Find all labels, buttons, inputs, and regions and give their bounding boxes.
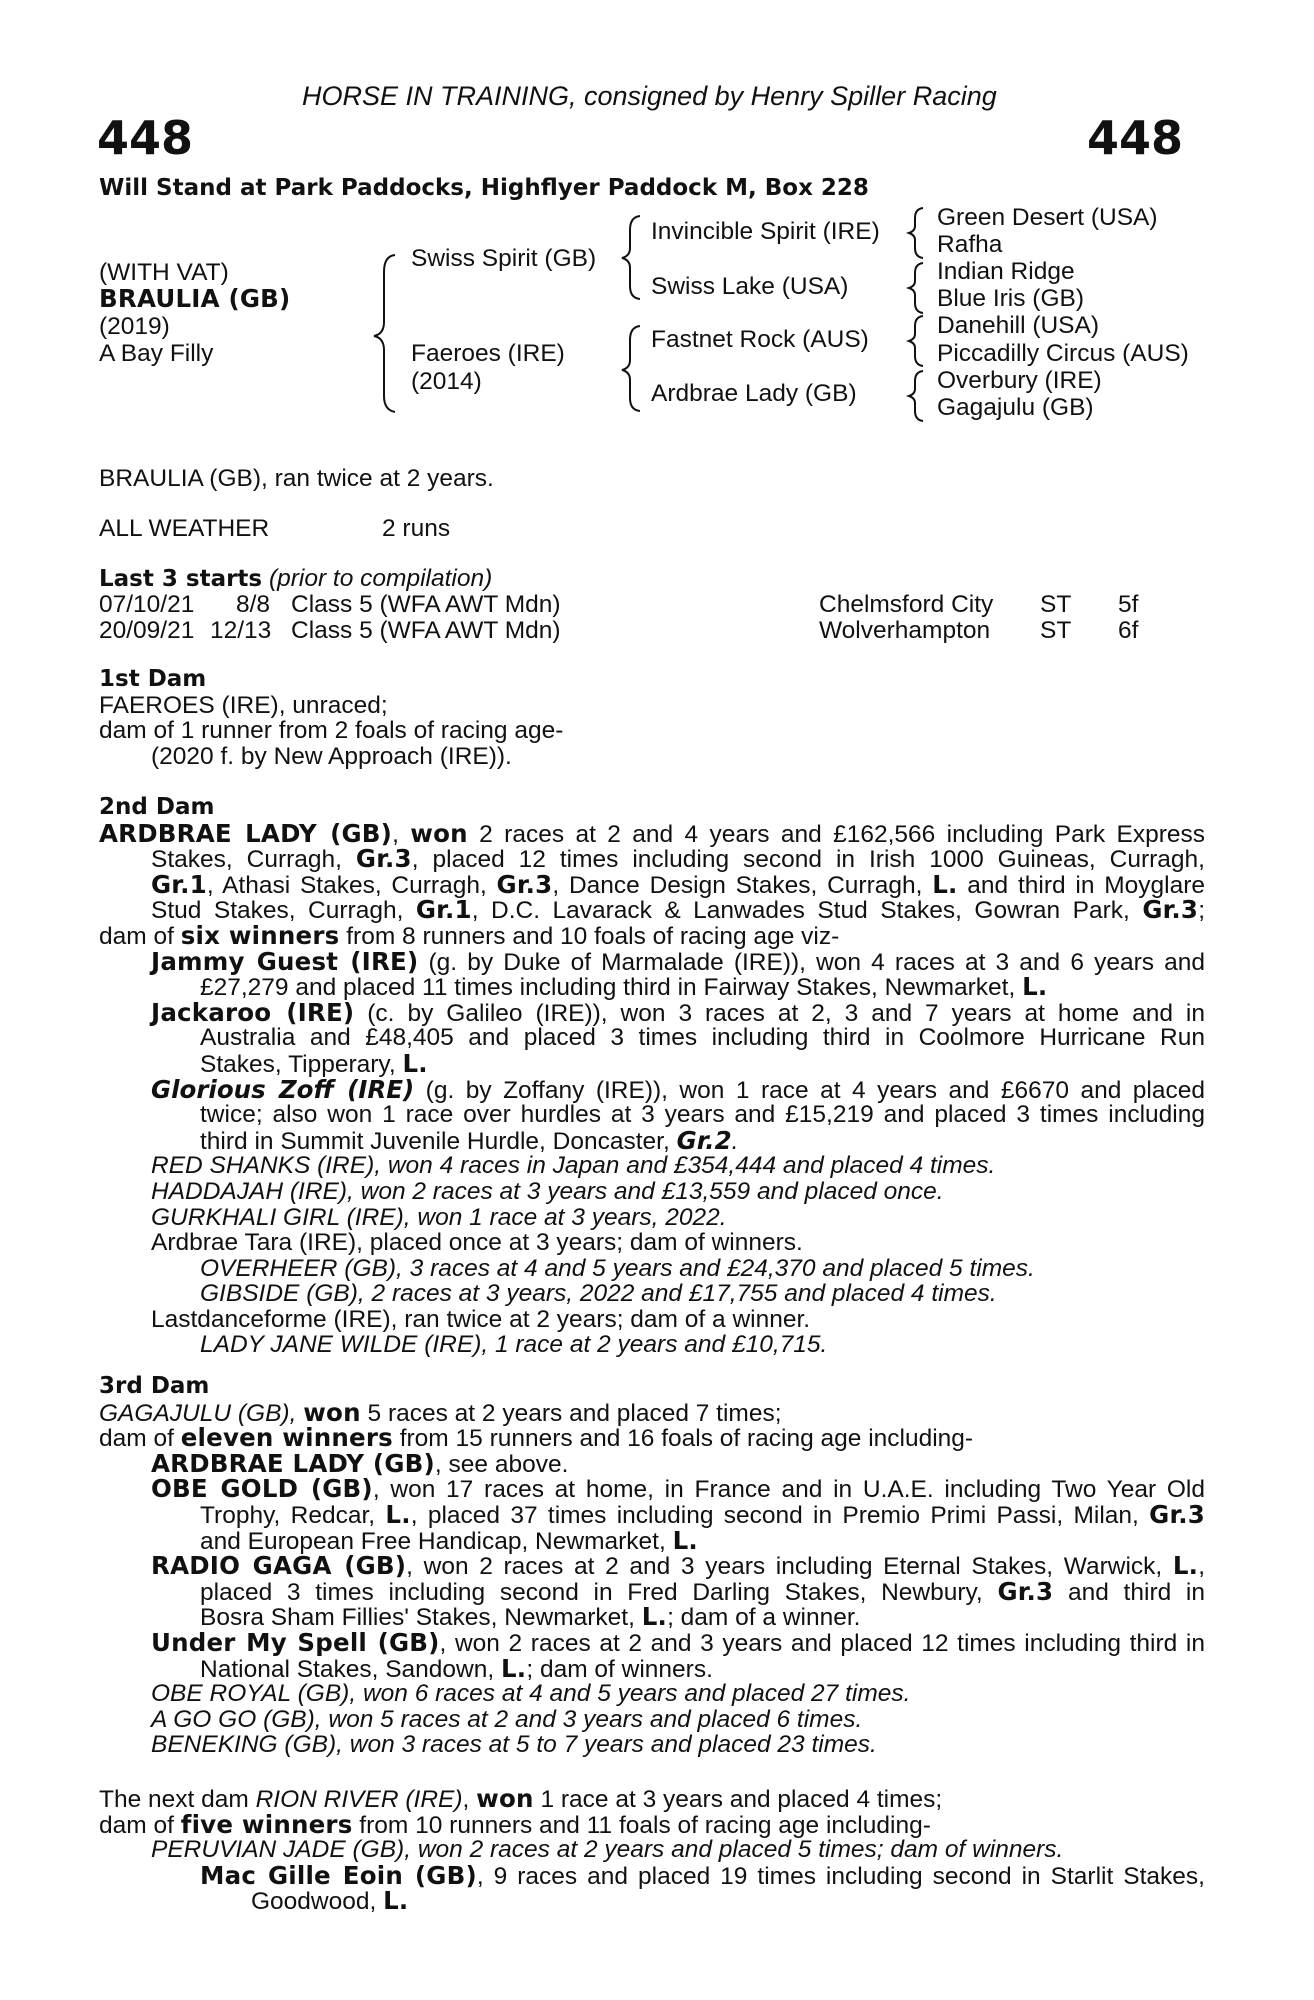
text: from 10 runners and 11 foals of racing age including- — [352, 1811, 931, 1839]
surface-runs: 2 runs — [382, 515, 451, 542]
text: from 15 runners and 16 foals of racing age including- — [392, 1425, 974, 1453]
second-dam-line — [99, 869, 1205, 899]
produce-line: GURKHALI GIRL (IRE), won 1 race at 3 years, 2022. — [151, 1203, 727, 1231]
produce-line — [99, 1576, 1205, 1606]
text: National Stakes, Sandown, — [200, 1655, 501, 1683]
start-going: ST — [1040, 591, 1072, 618]
produce-name: Jammy Guest (IRE) — [151, 946, 419, 976]
pedigree-sire: Swiss Spirit (GB) — [411, 245, 597, 272]
won-label: won — [410, 818, 468, 848]
text: (g. by Zoffany (IRE)), won 1 race at 4 years and £6670 and placed — [414, 1076, 1205, 1104]
produce-line — [99, 1888, 1205, 1914]
listed: L. — [672, 1525, 698, 1555]
produce-line: OBE ROYAL (GB), won 6 races at 4 and 5 years and placed 27 times. — [151, 1680, 911, 1708]
start-race: Class 5 (WFA AWT Mdn) — [291, 591, 561, 618]
pedigree-dam-dam: Ardbrae Lady (GB) — [651, 380, 857, 407]
text: , won 2 races at 2 and 3 years including Eternal Stakes, Warwick, — [406, 1553, 1173, 1581]
text: The next dam — [99, 1786, 256, 1813]
text: , Athasi Stakes, Curragh, — [206, 871, 497, 899]
text: and European Free Handicap, Newmarket, — [200, 1527, 673, 1555]
last-starts-heading — [99, 566, 492, 593]
text: 5 races at 2 years and placed 7 times; — [360, 1399, 782, 1427]
grade: Gr.3 — [1149, 1499, 1205, 1529]
text: , Dance Design Stakes, Curragh, — [552, 871, 933, 899]
second-dam-line — [99, 920, 1205, 950]
text: Trophy, Redcar, — [200, 1501, 386, 1529]
next-dam-line — [99, 1786, 1205, 1812]
produce-line: Lastdanceforme (IRE), ran twice at 2 years; dam of a winner. — [151, 1305, 811, 1333]
listed: L. — [1172, 1551, 1199, 1581]
start-distance: 6f — [1118, 617, 1139, 644]
race-summary: BRAULIA (GB), ran twice at 2 years. — [99, 465, 494, 492]
lot-number-left: 448 — [97, 111, 194, 165]
produce-line — [99, 1476, 1205, 1502]
next-dam-line — [99, 1809, 1205, 1839]
text: 1 race at 3 years and placed 4 times; — [533, 1786, 943, 1813]
text: from 8 runners and 10 foals of racing age viz- — [339, 922, 840, 950]
start-distance: 5f — [1118, 591, 1139, 618]
dam-name: GAGAJULU (GB), — [99, 1399, 304, 1427]
produce-line — [99, 1860, 1205, 1890]
text: , won 17 races at home, in France and in U.A.E. including Two Year Old — [372, 1476, 1205, 1504]
pedigree-sire-dam: Swiss Lake (USA) — [651, 273, 849, 300]
listed: L. — [402, 1048, 428, 1078]
last-starts-title: Last 3 starts — [99, 566, 263, 592]
text: , — [1198, 1553, 1205, 1581]
won-label: won — [476, 1784, 534, 1813]
text: Bosra Sham Fillies' Stakes, Newmarket, — [200, 1604, 642, 1632]
text: , — [462, 1786, 477, 1813]
produce-line — [99, 1448, 1205, 1478]
produce-line — [99, 1604, 1205, 1630]
text: , placed 12 times including second in Irish 1000 Guineas, Curragh, — [411, 846, 1205, 874]
start-date: 07/10/21 — [99, 591, 195, 618]
produce-name: Under My Spell (GB) — [151, 1627, 440, 1657]
winners-count: six winners — [180, 920, 340, 950]
produce-line — [99, 946, 1205, 976]
start-course: Chelmsford City — [819, 591, 994, 618]
second-dam-line — [99, 846, 1205, 872]
pedigree-sdd: Blue Iris (GB) — [937, 285, 1085, 312]
text: Australia and £48,405 and placed 3 times including third in Coolmore Hurricane Run — [200, 1024, 1205, 1052]
start-position: 12/13 — [210, 617, 272, 644]
dam-name: RION RIVER (IRE) — [255, 1786, 463, 1813]
winners-count: five winners — [180, 1809, 353, 1839]
text: and third in Moyglare — [957, 871, 1205, 899]
pedigree-dam: Faeroes (IRE) — [411, 340, 565, 367]
text: Stakes, Tipperary, — [200, 1050, 403, 1078]
third-dam-title: 3rd Dam — [99, 1373, 210, 1399]
won-label: won — [303, 1397, 361, 1427]
text: dam of — [99, 1425, 181, 1453]
text: dam of — [99, 922, 181, 950]
first-dam-section — [99, 667, 1205, 769]
pedigree-dss: Danehill (USA) — [937, 312, 1100, 339]
pedigree-dam-year: (2014) — [411, 368, 482, 395]
text: dam of — [99, 1811, 181, 1839]
grade: Gr.1 — [415, 895, 472, 925]
text: , placed 37 times including second in Premio Primi Passi, Milan, — [410, 1501, 1150, 1529]
lot-number-right: 448 — [1087, 111, 1184, 165]
third-dam-line — [99, 1397, 1205, 1427]
winners-count: eleven winners — [180, 1423, 393, 1453]
foaling-year: (2019) — [99, 313, 170, 340]
produce-line: RED SHANKS (IRE), won 4 races in Japan and £354,444 and placed 4 times. — [151, 1152, 996, 1180]
produce-name: Jackaroo (IRE) — [151, 997, 355, 1027]
pedigree-sss: Green Desert (USA) — [937, 204, 1158, 231]
produce-line — [99, 1525, 1205, 1555]
listed: L. — [641, 1602, 668, 1632]
produce-name: OBE GOLD (GB) — [151, 1474, 373, 1504]
text: Stud Stakes, Curragh, — [151, 897, 416, 925]
listed: L. — [385, 1499, 411, 1529]
produce-line: HADDAJAH (IRE), won 2 races at 3 years and £13,559 and placed once. — [151, 1177, 944, 1205]
produce-line — [99, 997, 1205, 1027]
first-dam-line: FAEROES (IRE), unraced; — [99, 691, 388, 719]
second-dam-section — [99, 795, 1205, 1358]
third-dam-line — [99, 1425, 1205, 1451]
produce-line — [99, 1102, 1205, 1128]
horse-description: A Bay Filly — [99, 340, 214, 367]
listed: L. — [383, 1886, 409, 1916]
first-dam-title: 1st Dam — [99, 666, 207, 692]
text: Stakes, Curragh, — [151, 846, 356, 874]
grade: Gr.3 — [355, 844, 412, 874]
start-date: 20/09/21 — [99, 617, 195, 644]
grade: Gr.3 — [1142, 895, 1199, 925]
second-dam-line — [99, 897, 1205, 923]
produce-line — [99, 1125, 1205, 1155]
produce-name: Glorious Zoff (IRE) — [151, 1074, 415, 1104]
start-race: Class 5 (WFA AWT Mdn) — [291, 617, 561, 644]
produce-name: ARDBRAE LADY (GB) — [151, 1448, 435, 1478]
first-dam-produce: (2020 f. by New Approach (IRE)). — [151, 742, 512, 770]
listed: L. — [1022, 972, 1048, 1002]
produce-line — [99, 1653, 1205, 1683]
produce-line — [99, 1627, 1205, 1657]
start-going: ST — [1040, 617, 1072, 644]
third-dam-section — [99, 1374, 1205, 1758]
pedigree-dsd: Piccadilly Circus (AUS) — [937, 340, 1189, 367]
start-course: Wolverhampton — [819, 617, 991, 644]
surface-label: ALL WEATHER — [99, 515, 270, 542]
text: 2 races at 2 and 4 years and £162,566 including Park Express — [467, 820, 1206, 848]
vat-status: (WITH VAT) — [99, 259, 229, 286]
grade: Gr.3 — [496, 869, 553, 899]
produce-line: PERUVIAN JADE (GB), won 2 races at 2 years and placed 5 times; dam of winners. — [151, 1836, 1064, 1864]
produce-line — [99, 1074, 1205, 1104]
text: ; — [1198, 897, 1205, 925]
last-starts-note: (prior to compilation) — [268, 565, 493, 592]
text: third in Summit Juvenile Hurdle, Doncaster, — [200, 1127, 677, 1155]
produce-line — [99, 1553, 1205, 1579]
text: ; dam of winners. — [526, 1655, 713, 1683]
produce-line: LADY JANE WILDE (IRE), 1 race at 2 years and £10,715. — [200, 1331, 828, 1359]
next-dam-section — [99, 1786, 1205, 1914]
start-position: 8/8 — [236, 591, 271, 618]
text: , won 2 races at 2 and 3 years and placed 12 times including third in — [439, 1629, 1205, 1657]
produce-line: A GO GO (GB), won 5 races at 2 and 3 years and placed 6 times. — [151, 1705, 863, 1733]
text: , D.C. Lavarack & Lanwades Stud Stakes, Gowran Park, — [471, 897, 1143, 925]
produce-line — [99, 974, 1205, 1000]
second-dam-line: ARDBRAE LADY (GB), won 2 races at 2 and 4 years and £162,566 including Park Express — [99, 818, 1206, 848]
text: , 9 races and placed 19 times including second in Starlit Stakes, — [476, 1862, 1205, 1890]
grade: Gr.2 — [676, 1125, 732, 1155]
text: twice; also won 1 race over hurdles at 3 years and £15,219 and placed 3 times including — [200, 1101, 1205, 1129]
grade: Gr.1 — [151, 869, 207, 899]
text: (g. by Duke of Marmalade (IRE)), won 4 races at 3 and 6 years and — [418, 948, 1205, 976]
produce-line: OVERHEER (GB), 3 races at 4 and 5 years and £24,370 and placed 5 times. — [200, 1254, 1035, 1282]
text: £27,279 and placed 11 times including third in Fairway Stakes, Newmarket, — [200, 974, 1023, 1002]
pedigree-dds: Overbury (IRE) — [937, 367, 1102, 394]
text: placed 3 times including second in Fred Darling Stakes, Newbury, — [200, 1578, 998, 1606]
produce-name: RADIO GAGA (GB) — [151, 1551, 407, 1581]
pedigree-ssd: Rafha — [937, 231, 1003, 258]
catalogue-header: HORSE IN TRAINING, consigned by Henry Spiller Racing — [302, 81, 997, 111]
text: (c. by Galileo (IRE)), won 3 races at 2, 3 and 7 years at home and in — [354, 999, 1205, 1027]
second-dam-title: 2nd Dam — [99, 794, 215, 820]
horse-name: BRAULIA (GB) — [99, 284, 291, 313]
produce-line: BENEKING (GB), won 3 races at 5 to 7 years and placed 23 times. — [151, 1731, 877, 1759]
pedigree-sire-sire: Invincible Spirit (IRE) — [651, 218, 880, 245]
text: Goodwood, — [251, 1888, 384, 1916]
grade: Gr.3 — [997, 1576, 1054, 1606]
pedigree-dam-sire: Fastnet Rock (AUS) — [651, 326, 869, 353]
produce-line: Ardbrae Tara (IRE), placed once at 3 years; dam of winners. — [151, 1229, 803, 1257]
listed: L. — [932, 869, 958, 899]
pedigree-sds: Indian Ridge — [937, 258, 1075, 285]
produce-line: GIBSIDE (GB), 2 races at 3 years, 2022 and £17,755 and placed 4 times. — [200, 1280, 997, 1308]
listed: L. — [501, 1653, 527, 1683]
text: . — [731, 1127, 739, 1155]
first-dam-line: dam of 1 runner from 2 foals of racing age- — [99, 717, 564, 745]
text: , see above. — [434, 1450, 569, 1478]
dam-name: ARDBRAE LADY (GB) — [99, 818, 393, 848]
produce-name: Mac Gille Eoin (GB) — [200, 1860, 477, 1890]
text: ; dam of a winner. — [667, 1604, 861, 1632]
pedigree-ddd: Gagajulu (GB) — [937, 394, 1094, 421]
produce-line — [99, 1499, 1205, 1529]
produce-line — [99, 1048, 1205, 1078]
produce-line — [99, 1025, 1205, 1051]
stand-location: Will Stand at Park Paddocks, Highflyer Paddock M, Box 228 — [99, 175, 869, 201]
text: and third in — [1053, 1578, 1205, 1606]
